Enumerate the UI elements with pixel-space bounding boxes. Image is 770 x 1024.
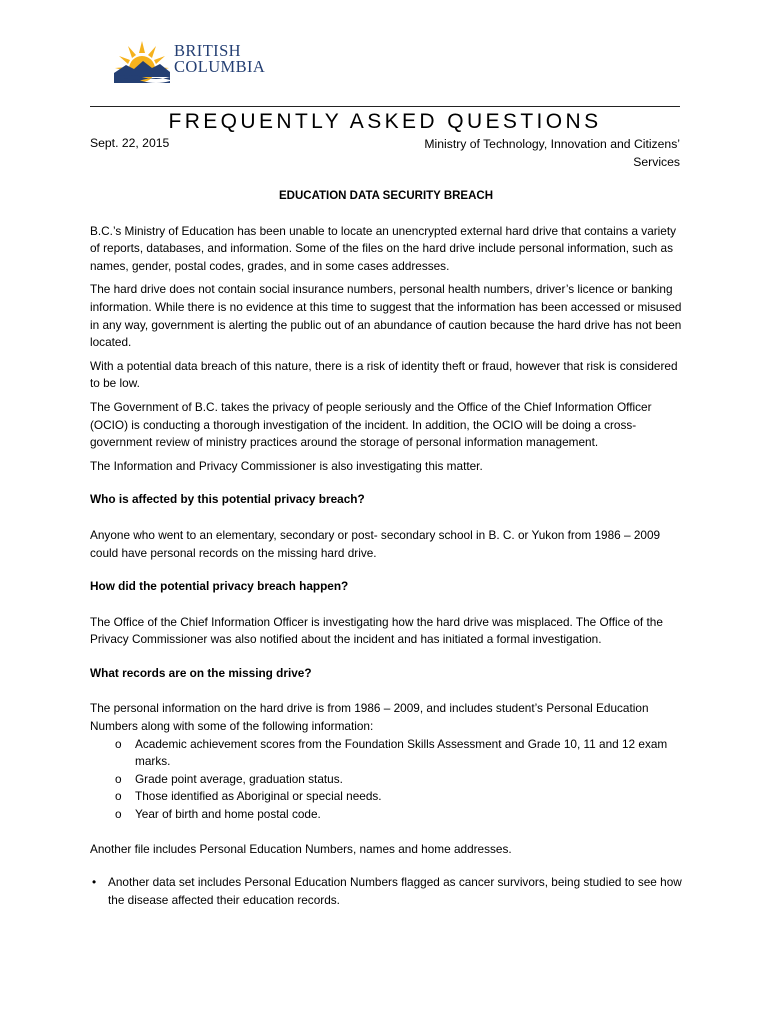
answer-paragraph: The personal information on the hard drive is from 1986 – 2009, and includes student’s Personal Education Numbers along with some of the following information: — [90, 701, 649, 734]
records-list — [90, 736, 682, 824]
answer-paragraph: The Office of the Chief Information Officer is investigating how the hard drive was misplaced. The Office of the Privacy Commissioner was also notified about the incident and has initiated a formal investigation. — [90, 614, 663, 647]
list-item — [115, 771, 682, 789]
list-marker: o — [115, 807, 122, 822]
list-item — [92, 874, 682, 909]
list-marker: o — [115, 789, 122, 804]
list-item — [115, 806, 682, 824]
question-heading: What records are on the missing drive? — [90, 665, 312, 680]
question-heading: Who is affected by this potential privacy breach? — [90, 492, 365, 507]
list-item-text: Those identified as Aboriginal or special needs. — [135, 789, 382, 804]
header-divider — [90, 106, 680, 107]
answer-paragraph: Anyone who went to an elementary, secondary or post- secondary school in B. C. or Yukon from 1986 – 2009 could have personal records on the missing hard drive. — [90, 527, 661, 560]
bc-logo — [112, 37, 272, 85]
list-item — [115, 788, 682, 806]
list-marker: o — [115, 771, 122, 786]
paragraph: The Information and Privacy Commissioner is also investigating this matter. — [90, 458, 483, 473]
publication-date: Sept. 22, 2015 — [90, 136, 170, 150]
ministry-name: Ministry of Technology, Innovation and Citizens’ Services — [424, 137, 680, 169]
page-title: FREQUENTLY ASKED QUESTIONS — [168, 110, 602, 133]
logo-text-british: BRITISH — [174, 41, 241, 60]
list-item-text: Year of birth and home postal code. — [135, 807, 321, 822]
paragraph: With a potential data breach of this nature, there is a risk of identity theft or fraud, however that risk is considered to be low. — [90, 358, 678, 391]
list-item-text: Grade point average, graduation status. — [135, 771, 343, 786]
list-item-text: Another data set includes Personal Education Numbers flagged as cancer survivors, being studied to see how the disease affected their education records. — [108, 875, 682, 907]
document-body — [90, 188, 682, 909]
bullet-marker: • — [92, 875, 97, 890]
paragraph: Another file includes Personal Education Numbers, names and home addresses. — [90, 841, 512, 856]
list-marker: o — [115, 736, 122, 751]
bc-sun-mountain-icon — [112, 37, 172, 83]
list-item — [115, 736, 682, 771]
list-item-text: Academic achievement scores from the Foundation Skills Assessment and Grade 10, 11 and 12 exam marks. — [135, 736, 668, 769]
paragraph: B.C.’s Ministry of Education has been unable to locate an unencrypted external hard drive that contains a variety of reports, databases, and information. Some of the files on the hard drive include personal information, such as names, gender, postal codes, grades, and in some cases addresses. — [90, 223, 677, 273]
logo-text-columbia: COLUMBIA — [174, 57, 266, 76]
section-heading: EDUCATION DATA SECURITY BREACH — [278, 190, 494, 202]
question-heading: How did the potential privacy breach happen? — [90, 579, 349, 594]
paragraph: The Government of B.C. takes the privacy of people seriously and the Office of the Chief Information Officer (OCIO) is conducting a thorough investigation of the incident. In addition, the OCIO will be doing a cross-government review of ministry practices around the storage of personal information management. — [90, 399, 652, 450]
paragraph: The hard drive does not contain social insurance numbers, personal health numbers, driver’s licence or banking information. While there is no evidence at this time to suggest that the information has been accessed or misused in any way, government is alerting the public out of an abundance of caution because the hard drive has not been located. — [90, 282, 682, 350]
bullet-list — [90, 874, 682, 909]
